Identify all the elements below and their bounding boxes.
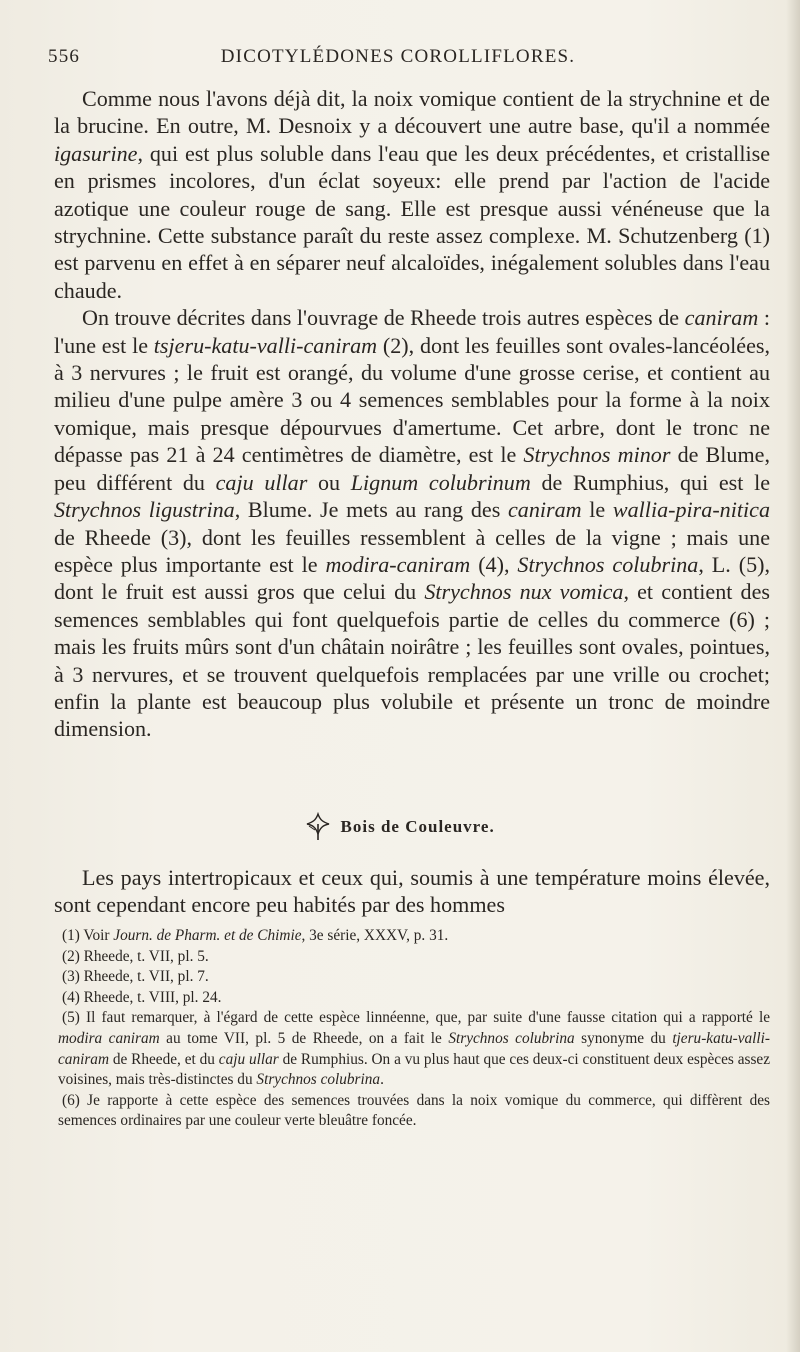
paragraph-igasurine — [54, 85, 770, 304]
section-paragraph: Les pays intertropicaux et ceux qui, soumis à une température moins élevée, sont cependant encore peu habités par des hommes — [54, 865, 770, 918]
paragraph-segment-italic-term: Strychnos ligustrina — [54, 497, 235, 523]
paragraph-segment-italic-term: wallia-pira-nitica — [612, 497, 770, 523]
paragraph-segment-italic-term: caju ullar — [215, 469, 308, 495]
footnote-segment-text: (3) Rheede, t. VII, pl. 7. — [62, 968, 209, 986]
page-number: 556 — [48, 46, 81, 67]
section-title: Bois de Couleuvre. — [340, 817, 495, 836]
paragraph-segment-text: , Blume. Je mets au rang des — [234, 497, 508, 523]
running-title: DICOTYLÉDONES COROLLIFLORES. — [220, 46, 576, 67]
footnote-3 — [58, 967, 770, 988]
paragraph-segment-italic-term: Strychnos nux vomica — [424, 579, 624, 605]
paragraph-segment-italic-term: Strychnos colubrina — [517, 551, 699, 577]
paragraph-segment-text: ou — [307, 469, 351, 495]
paragraph-segment-italic-term: Strychnos minor — [523, 442, 671, 468]
paragraph-segment-text: , qui est plus soluble dans l'eau que les deux précédentes, et cristallise en prismes incolores, d'un éclat soyeux: elle prend par l'action de l'acide azotique une couleur rouge de sang. Elle est presque aussi vénéneuse que la strychnine. Cette substance paraît du reste assez complexe. M. Schutzenberg (1) est parvenu en effet à en séparer neuf alcaloïdes, inégalement solubles dans l'eau chaude. — [54, 140, 770, 303]
footnote-segment-text: (6) Je rapporte à cette espèce des semences trouvées dans la noix vomique du commerce, qui diffèrent des semences ordinaires par une couleur verte bleuâtre foncée. — [58, 1091, 770, 1130]
paragraph-segment-text: : l'une est le — [54, 305, 770, 358]
body-text — [54, 85, 770, 743]
footnote-6 — [58, 1091, 770, 1132]
paragraph-segment-text: (4), — [470, 551, 518, 577]
paragraph-segment-italic-term: caniram — [684, 305, 759, 331]
footnotes — [58, 926, 770, 1132]
leaf-ornament-icon — [305, 812, 331, 842]
footnote-segment-text: (1) Voir — [62, 927, 114, 944]
footnote-segment-italic-term: modira caniram — [58, 1029, 160, 1047]
paragraph-segment-italic-term: igasurine — [54, 140, 138, 166]
footnote-segment-italic-term: tjeru-katu-valli-caniram — [58, 1029, 771, 1068]
footnote-segment-italic-term: Strychnos colubrina — [448, 1029, 575, 1047]
footnote-segment-text: (2) Rheede, t. VII, pl. 5. — [62, 947, 209, 965]
footnote-1 — [58, 926, 770, 947]
footnote-segment-text: (5) Il faut remarquer, à l'égard de cette espèce linnéenne, que, par suite d'une fausse citation qui a rapporté le — [62, 1009, 770, 1027]
paragraph-segment-text: de Blume, peu différent du — [54, 442, 770, 495]
footnote-segment-text: au tome VII, pl. 5 de Rheede, on a fait le — [159, 1029, 449, 1047]
paragraph-caniram-species — [54, 304, 770, 743]
section-text — [54, 864, 770, 919]
paragraph-segment-text: (2), dont les feuilles sont ovales-lancéolées, à 3 nervures ; le fruit est orangé, du volume d'une grosse cerise, et contient au milieu d'une pulpe amère 3 ou 4 semences semblables pour la forme à la noix vomique, mais presque dépourvues d'amertume. Cet arbre, dont le tronc ne dépasse pas 21 à 24 centimètres de diamètre, est le — [54, 332, 770, 468]
paragraph-segment-italic-term: caniram — [507, 497, 582, 523]
footnote-segment-text: (4) Rheede, t. VIII, pl. 24. — [62, 988, 222, 1006]
footnote-4 — [58, 988, 770, 1009]
footnote-segment-text: , 3e série, XXXV, p. 31. — [301, 927, 449, 944]
section-heading — [0, 812, 800, 852]
footnote-segment-text: de Rheede, et du — [109, 1050, 219, 1068]
footnote-2 — [58, 947, 770, 968]
footnote-5 — [58, 1008, 770, 1090]
paragraph-segment-text: , et contient des semences semblables qui font quelquefois partie de celles du commerce (6) ; mais les fruits mûrs sont d'un châtain noirâtre ; les feuilles sont ovales, pointues, à 3 nervures, et se trouvent quelquefois remplacées par une vrille ou crochet; enfin la plante est beaucoup plus volubile et présente un tronc de moindre dimension. — [54, 579, 770, 742]
footnote-segment-italic-term: Journ. de Pharm. et de Chimie — [113, 927, 302, 944]
paragraph-segment-text: , L. (5), dont le fruit est aussi gros que celui du — [54, 551, 771, 605]
footnote-segment-text: de Rumphius. On a vu plus haut que ces deux-ci constituent deux espèces assez voisines, mais très-distinctes du — [58, 1050, 770, 1089]
paragraph-segment-italic-term: tsjeru-katu-valli-caniram — [153, 332, 378, 358]
footnote-segment-text: . — [380, 1071, 384, 1089]
paragraph-segment-text: Comme nous l'avons déjà dit, la noix vomique contient de la strychnine et de la brucine. En outre, M. Desnoix y a découvert une autre base, qu'il a nommée — [54, 86, 770, 139]
paragraph-segment-text: de Rumphius, qui est le — [530, 469, 771, 495]
paragraph-segment-text: On trouve décrites dans l'ouvrage de Rheede trois autres espèces de — [82, 305, 685, 331]
footnote-segment-text: synonyme du — [574, 1029, 673, 1047]
footnote-segment-italic-term: caju ullar — [218, 1050, 279, 1068]
page-edge-shadow — [786, 0, 800, 1352]
paragraph-segment-text: de Rheede (3), dont les feuilles ressemblent à celles de la vigne ; mais une espèce plus importante est le — [54, 524, 770, 577]
paragraph-segment-italic-term: modira-caniram — [325, 551, 471, 577]
paragraph-segment-italic-term: Lignum colubrinum — [350, 469, 531, 495]
paragraph-segment-text: le — [581, 497, 613, 523]
page-header — [48, 46, 748, 76]
footnote-segment-italic-term: Strychnos colubrina — [256, 1071, 381, 1089]
